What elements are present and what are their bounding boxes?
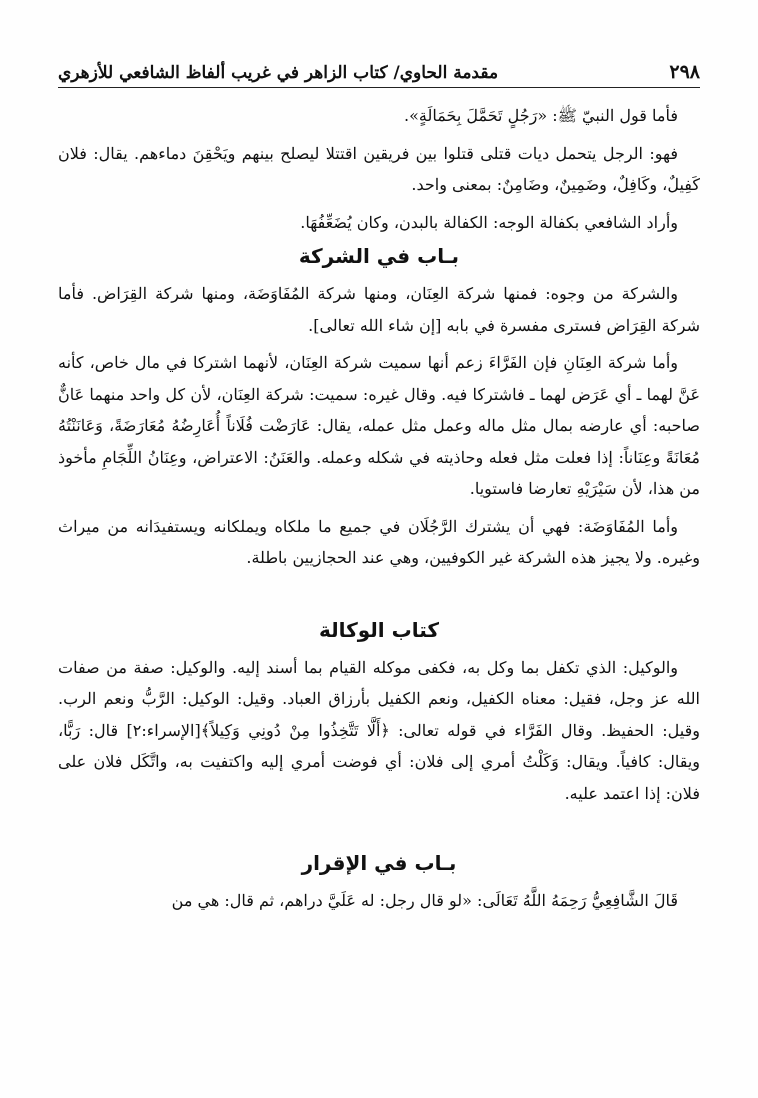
paragraph-shafii-quote: قَالَ الشَّافِعِيُّ رَحِمَهُ اللَّهُ تَعَالَى: «لو قال رجل: له عَلَيَّ دراهم، ثم قال: هي من	[171, 891, 678, 910]
page-body	[58, 100, 700, 917]
page-number: ٢٩٨	[669, 61, 700, 83]
section-heading-sharika: بـاب في الشركة	[298, 244, 460, 268]
paragraph-hadith: فأما قول النبيّ ﷺ: «رَجُلٍ تَحَمَّلَ بِحَمَالَةٍ».	[404, 106, 678, 125]
running-header	[58, 58, 700, 88]
chapter-heading-wakala: كتاب الوكالة	[318, 617, 440, 642]
running-title: مقدمة الحاوي/ كتاب الزاهر في غريب ألفاظ الشافعي للأزهري	[58, 63, 499, 83]
paragraph-kafala: وأراد الشافعي بكفالة الوجه: الكفالة بالبدن، وكان يُضَعِّفُهَا.	[300, 212, 678, 232]
paragraph-inan: وأما شركة العِنَانِ فإن الفَرَّاءَ زعم أنها سميت شركة العِنَان، لأنهما اشتركا في مال خاص، كأنه عَنَّ لهما ـ أي عَرَض لهما ـ فاشتركا فيه. وقال غيره: سميت: شركة العِنَان، لأن كل واحد منهما عَانٌّ صاحبه: أي عارضه بمال مثل ماله وعمل مثل عمله، يقال: عَارَضْت فُلَاناً أُعَارِضُهُ مُعَارَضَةً، وَعَانَنْتُهُ مُعَانَةً وعِنَاناً: إذا فعلت مثل فعله وحاذيته في شكله وعمله. والعَنَنُ: الاعتراض، وعِنَانُ اللِّجَامِ مأخوذ من هذا، لأن سَيْرَيْهِ تعارضا فاستويا.	[58, 353, 700, 498]
paragraph-mufawada: وأما المُفَاوَضَة: فهي أن يشترك الرَّجُلَان في جميع ما ملكاه ويملكانه ويستفيدَانه من ميراث وغيره. ولا يجيز هذه الشركة غير الكوفيين، وهي عند الحجازيين باطلة.	[58, 516, 700, 567]
paragraph-sharika-types: والشركة من وجوه: فمنها شركة العِنَان، ومنها شركة المُفَاوَضَة، ومنها شركة القِرَاض. فأما شركة القِرَاض فسترى مفسرة في بابه [إن شاء الله تعالى].	[58, 284, 700, 335]
paragraph-hamala: فهو: الرجل يتحمل ديات قتلى قتلوا بين فريقين اقتتلا ليصلح بينهم ويَحْقِنَ دماءهم. يقال: فلان كَفِيلٌ، وكَافِلٌ، وضَمِينٌ، وضَامِنٌ: بمعنى واحد.	[58, 143, 700, 194]
section-heading-iqrar: بـاب في الإقرار	[301, 851, 457, 875]
paragraph-wakil: والوكيل: الذي تكفل بما وكل به، فكفى موكله القيام بما أسند إليه. والوكيل: صفة من صفات الله عز وجل، فقيل: معناه الكفيل، ونعم الكفيل بأرزاق العباد. وقيل: الوكيل: الرَّبُّ ونعم الرب. وقيل: الحفيظ. وقال الفَرَّاء في قوله تعالى: ﴿أَلَّا تَتَّخِذُوا مِنْ دُونِي وَكِيلاً﴾[الإسراء:٢] قال: رَبًّا، ويقال: كافياً. ويقال: وَكَلْتُ أمري إلى فلان: أي فوضت أمري إليه واكتفيت به، واتَّكَل فلان على فلان: إذا اعتمد عليه.	[58, 657, 701, 803]
